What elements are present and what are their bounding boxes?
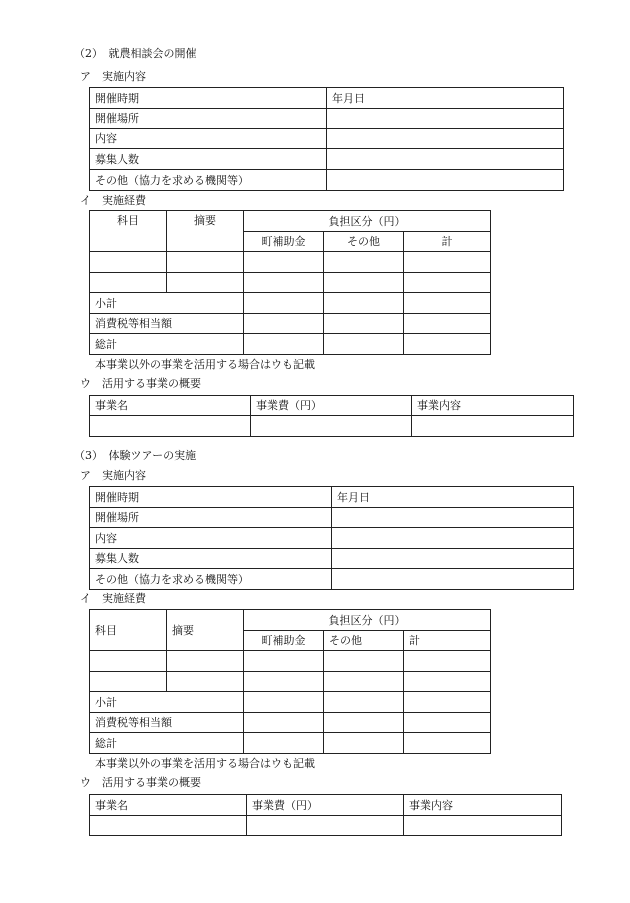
cost-cell[interactable] bbox=[324, 273, 404, 293]
cost-label-tax: 消費税等相当額 bbox=[90, 713, 244, 733]
section-2-heading: （2） 就農相談会の開催 bbox=[74, 47, 197, 60]
cost-cell[interactable] bbox=[324, 692, 404, 713]
biz-value-cost[interactable] bbox=[247, 816, 404, 836]
section-2-note: 本事業以外の事業を活用する場合はウも記載 bbox=[95, 358, 315, 371]
cost-header-subject: 科目 bbox=[90, 211, 167, 252]
section-3-a-label: ア 実施内容 bbox=[80, 469, 146, 482]
content-value-period[interactable]: 年月日 bbox=[327, 88, 564, 109]
content-value-venue[interactable] bbox=[332, 508, 574, 528]
content-value-content[interactable] bbox=[327, 129, 564, 149]
section-2-business-table bbox=[89, 395, 574, 437]
cost-cell[interactable] bbox=[404, 252, 491, 273]
biz-header-cost: 事業費（円） bbox=[251, 396, 412, 416]
cost-header-subsidy: 町補助金 bbox=[244, 232, 324, 252]
content-value-capacity[interactable] bbox=[327, 149, 564, 170]
cost-header-total: 計 bbox=[404, 232, 491, 252]
section-2-u-label: ウ 活用する事業の概要 bbox=[80, 377, 201, 390]
content-label-capacity: 募集人数 bbox=[90, 549, 332, 569]
cost-cell[interactable] bbox=[324, 713, 404, 733]
cost-cell[interactable] bbox=[324, 733, 404, 754]
cost-cell[interactable] bbox=[244, 733, 324, 754]
cost-cell[interactable] bbox=[324, 314, 404, 334]
content-label-venue: 開催場所 bbox=[90, 508, 332, 528]
cost-cell[interactable] bbox=[244, 713, 324, 733]
cost-header-total: 計 bbox=[404, 631, 491, 651]
cost-header-subject: 科目 bbox=[90, 610, 167, 651]
section-2-cost-table bbox=[89, 210, 491, 355]
cost-cell[interactable] bbox=[244, 651, 324, 672]
biz-header-name: 事業名 bbox=[90, 396, 251, 416]
cost-cell[interactable] bbox=[324, 651, 404, 672]
content-value-other[interactable] bbox=[332, 569, 574, 590]
cost-cell[interactable] bbox=[244, 293, 324, 314]
cost-cell[interactable] bbox=[404, 293, 491, 314]
content-label-venue: 開催場所 bbox=[90, 109, 327, 129]
cost-cell[interactable] bbox=[244, 692, 324, 713]
biz-value-content[interactable] bbox=[412, 416, 574, 437]
cost-cell[interactable] bbox=[167, 651, 244, 672]
cost-cell[interactable] bbox=[244, 252, 324, 273]
section-3-business-table bbox=[89, 794, 562, 836]
cost-cell[interactable] bbox=[90, 651, 167, 672]
content-label-content: 内容 bbox=[90, 129, 327, 149]
cost-cell[interactable] bbox=[167, 273, 244, 293]
cost-header-subsidy: 町補助金 bbox=[244, 631, 324, 651]
cost-cell[interactable] bbox=[324, 334, 404, 355]
cost-header-burden: 負担区分（円） bbox=[244, 211, 491, 232]
biz-value-name[interactable] bbox=[90, 816, 247, 836]
section-3-heading: （3） 体験ツアーの実施 bbox=[74, 449, 197, 462]
cost-cell[interactable] bbox=[404, 713, 491, 733]
cost-header-other: その他 bbox=[324, 631, 404, 651]
content-label-content: 内容 bbox=[90, 528, 332, 549]
cost-cell[interactable] bbox=[90, 672, 167, 692]
content-label-period: 開催時期 bbox=[90, 88, 327, 109]
cost-cell[interactable] bbox=[244, 672, 324, 692]
section-3-i-label: イ 実施経費 bbox=[80, 592, 146, 605]
cost-label-grand-total: 総計 bbox=[90, 334, 244, 355]
cost-cell[interactable] bbox=[90, 273, 167, 293]
cost-cell[interactable] bbox=[404, 334, 491, 355]
cost-cell[interactable] bbox=[167, 252, 244, 273]
section-2-i-label: イ 実施経費 bbox=[80, 194, 146, 207]
cost-header-other: その他 bbox=[324, 232, 404, 252]
cost-cell[interactable] bbox=[404, 273, 491, 293]
cost-cell[interactable] bbox=[404, 733, 491, 754]
cost-label-subtotal: 小計 bbox=[90, 692, 244, 713]
section-3-cost-table bbox=[89, 609, 491, 754]
cost-cell[interactable] bbox=[244, 273, 324, 293]
content-value-period[interactable]: 年月日 bbox=[332, 487, 574, 508]
section-2-content-table bbox=[89, 87, 564, 191]
biz-value-name[interactable] bbox=[90, 416, 251, 437]
cost-header-summary: 摘要 bbox=[167, 610, 244, 651]
biz-header-content: 事業内容 bbox=[404, 795, 562, 816]
content-label-capacity: 募集人数 bbox=[90, 149, 327, 170]
cost-cell[interactable] bbox=[324, 672, 404, 692]
content-value-other[interactable] bbox=[327, 170, 564, 191]
cost-cell[interactable] bbox=[404, 651, 491, 672]
content-value-capacity[interactable] bbox=[332, 549, 574, 569]
content-value-venue[interactable] bbox=[327, 109, 564, 129]
section-2-a-label: ア 実施内容 bbox=[80, 70, 146, 83]
content-label-other: その他（協力を求める機関等） bbox=[90, 170, 327, 191]
cost-cell[interactable] bbox=[324, 252, 404, 273]
cost-label-subtotal: 小計 bbox=[90, 293, 244, 314]
biz-header-content: 事業内容 bbox=[412, 396, 574, 416]
cost-cell[interactable] bbox=[404, 314, 491, 334]
section-3-content-table bbox=[89, 486, 574, 590]
biz-value-cost[interactable] bbox=[251, 416, 412, 437]
cost-header-burden: 負担区分（円） bbox=[244, 610, 491, 631]
cost-label-tax: 消費税等相当額 bbox=[90, 314, 244, 334]
cost-cell[interactable] bbox=[167, 672, 244, 692]
content-value-content[interactable] bbox=[332, 528, 574, 549]
section-3-note: 本事業以外の事業を活用する場合はウも記載 bbox=[95, 757, 315, 770]
cost-cell[interactable] bbox=[404, 692, 491, 713]
biz-header-name: 事業名 bbox=[90, 795, 247, 816]
biz-value-content[interactable] bbox=[404, 816, 562, 836]
cost-header-summary: 摘要 bbox=[167, 211, 244, 252]
cost-cell[interactable] bbox=[404, 672, 491, 692]
content-label-other: その他（協力を求める機関等） bbox=[90, 569, 332, 590]
cost-cell[interactable] bbox=[324, 293, 404, 314]
cost-cell[interactable] bbox=[244, 334, 324, 355]
section-3-u-label: ウ 活用する事業の概要 bbox=[80, 776, 201, 789]
cost-cell[interactable] bbox=[244, 314, 324, 334]
cost-label-grand-total: 総計 bbox=[90, 733, 244, 754]
content-label-period: 開催時期 bbox=[90, 487, 332, 508]
cost-cell[interactable] bbox=[90, 252, 167, 273]
biz-header-cost: 事業費（円） bbox=[247, 795, 404, 816]
